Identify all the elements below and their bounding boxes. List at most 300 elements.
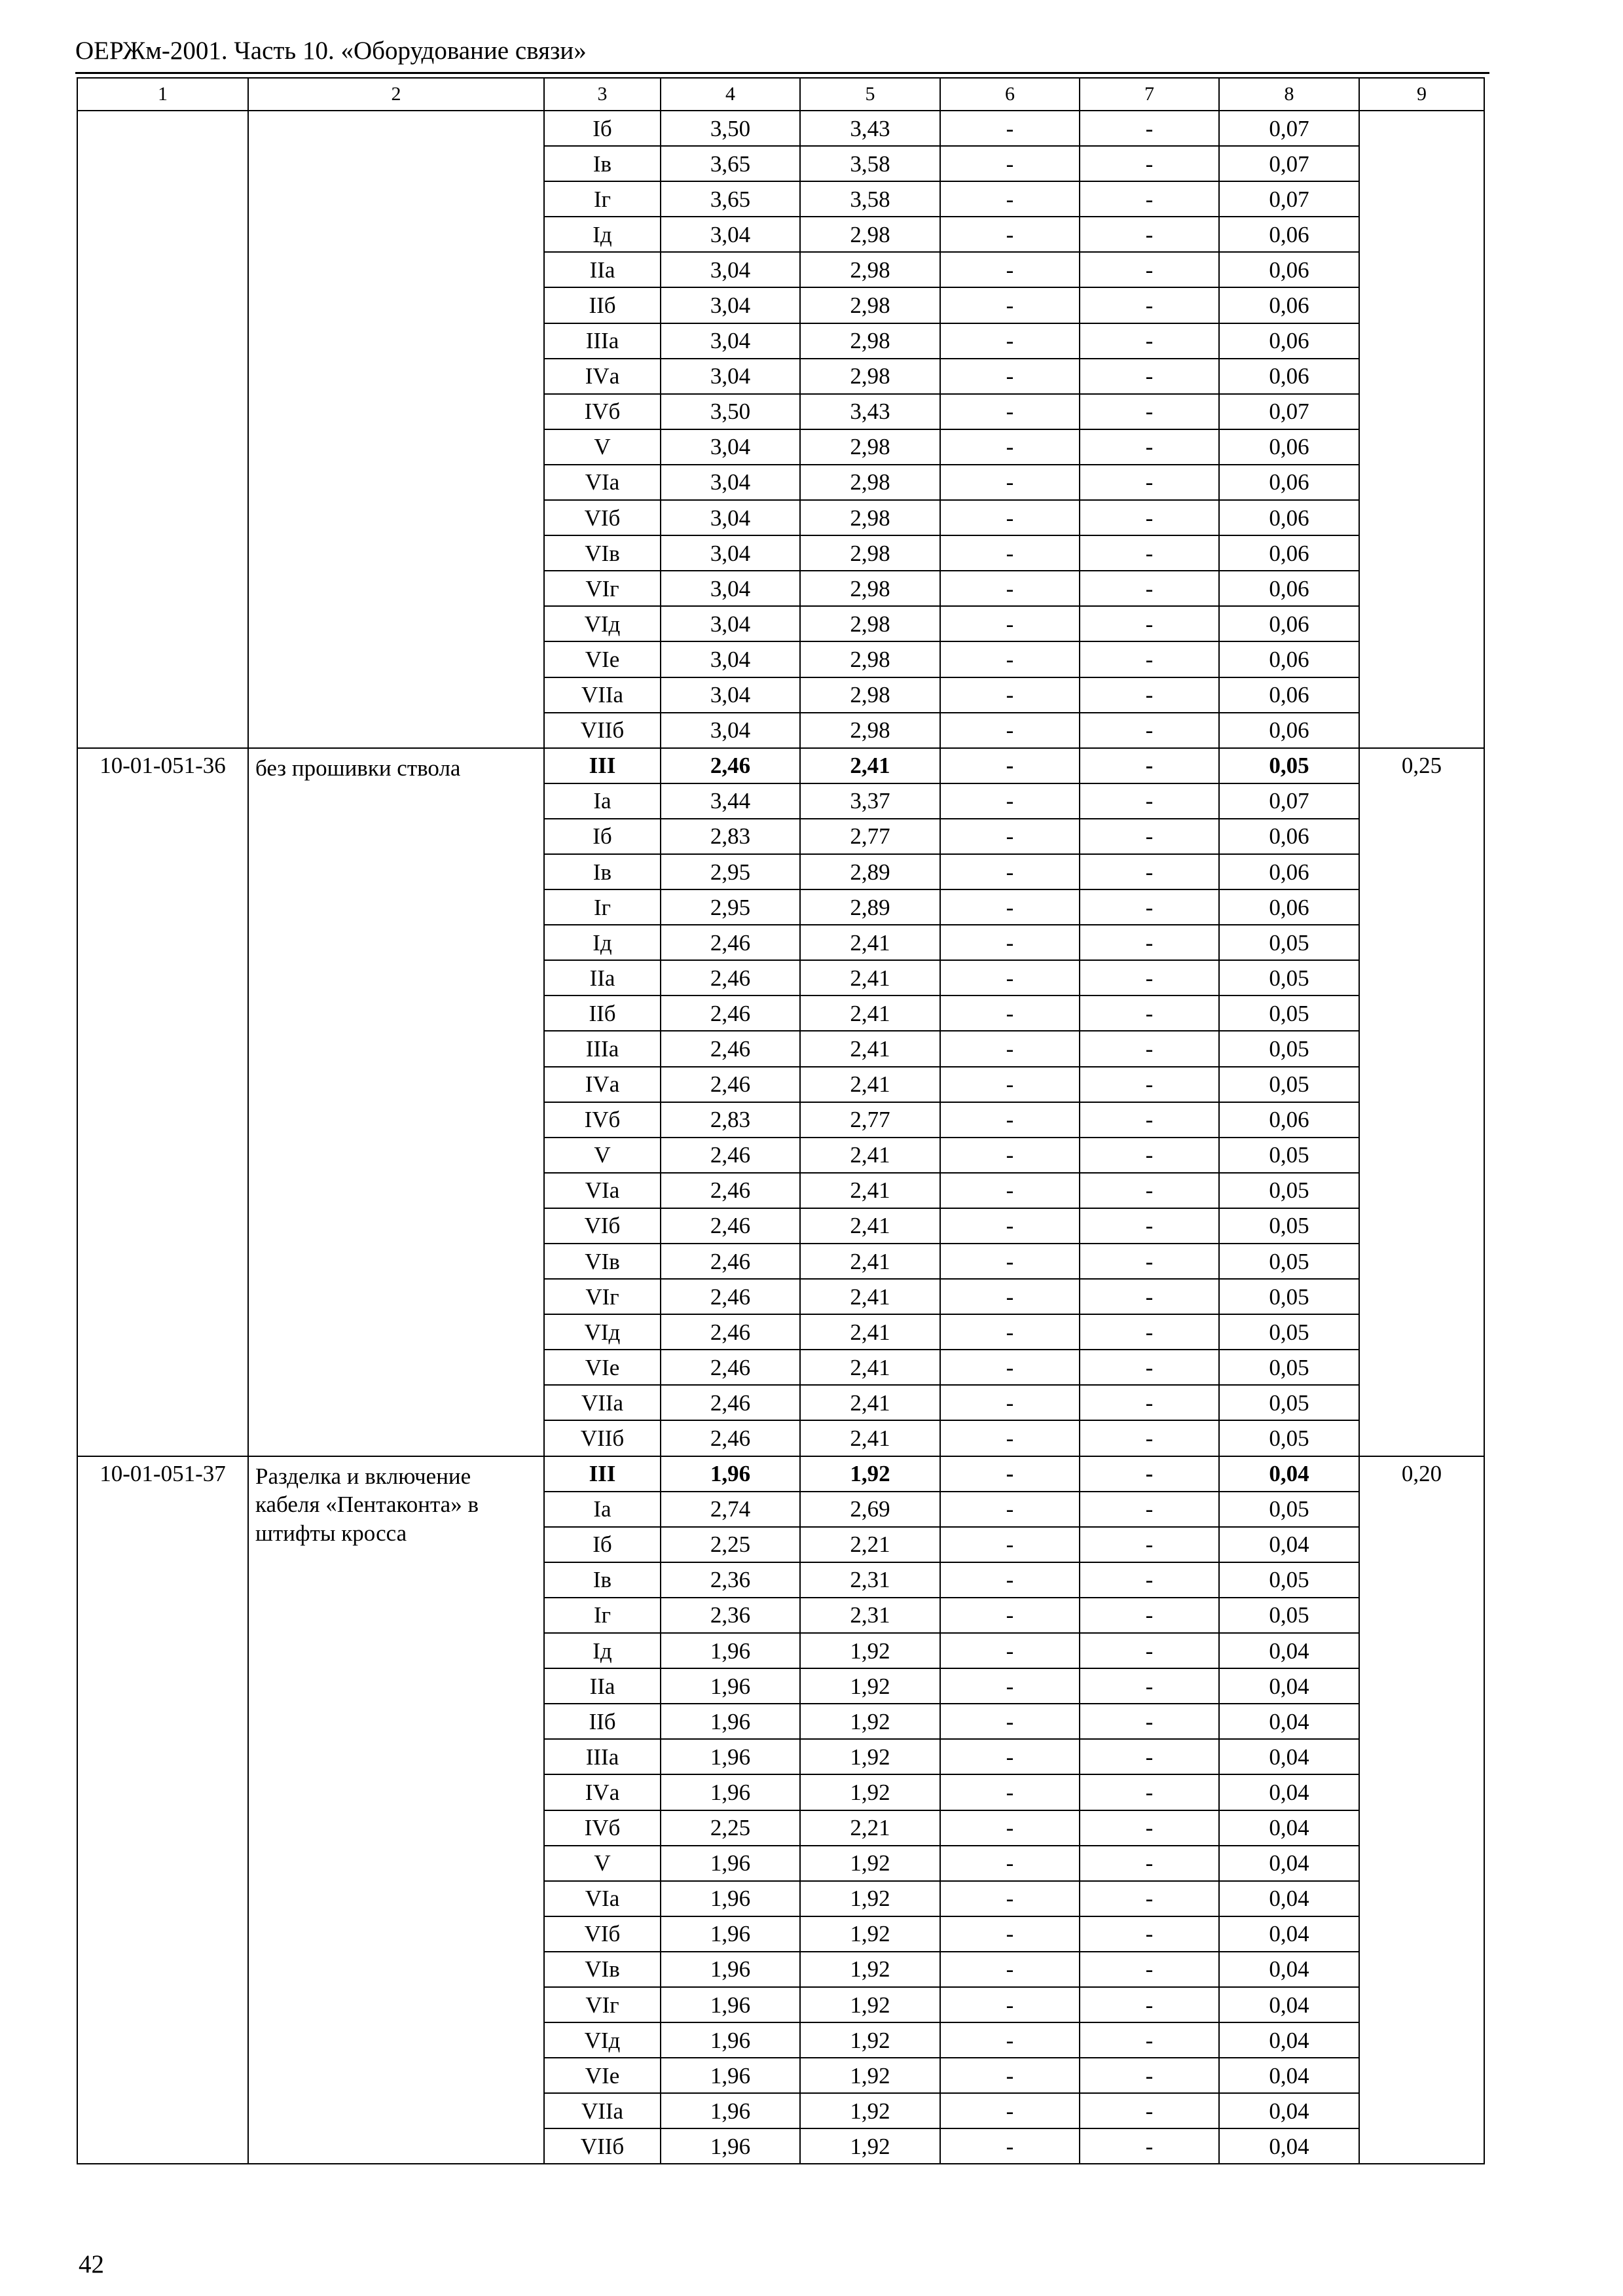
col7-value: - [1080,535,1219,571]
col5-value: 1,92 [800,2128,940,2164]
col6-value: - [940,1031,1080,1066]
col4-value: 2,46 [661,1420,800,1456]
col4-value: 1,96 [661,1846,800,1881]
col8-value: 0,07 [1219,146,1359,181]
col6-value: - [940,1350,1080,1385]
col6-value: - [940,1138,1080,1173]
col4-value: 2,46 [661,1208,800,1244]
col8-value: 0,05 [1219,1173,1359,1208]
col5-value: 2,41 [800,1067,940,1102]
description-cell [248,111,544,748]
col4-value: 3,65 [661,181,800,217]
col7-value: - [1080,783,1219,819]
col5-value: 1,92 [800,1739,940,1774]
col6-value: - [940,465,1080,500]
col6-value: - [940,677,1080,713]
col6-value: - [940,571,1080,606]
col7-value: - [1080,1138,1219,1173]
zone-cell: Iб [544,111,661,146]
col5-value: 3,58 [800,181,940,217]
col4-value: 3,04 [661,287,800,323]
col4-value: 2,83 [661,819,800,854]
col8-value: 0,05 [1219,1138,1359,1173]
col6-value: - [940,960,1080,996]
description-cell: без прошивки ствола [248,748,544,1456]
col6-value: - [940,1314,1080,1350]
col4-value: 2,25 [661,1810,800,1846]
header-rule [75,72,1489,74]
col7-value: - [1080,641,1219,677]
col4-value: 3,50 [661,111,800,146]
page-number: 42 [79,2250,104,2278]
col8-value: 0,04 [1219,1774,1359,1810]
col4-value: 1,96 [661,2093,800,2128]
col5-value: 2,98 [800,500,940,535]
col5-value: 1,92 [800,1668,940,1704]
col8-value: 0,05 [1219,1067,1359,1102]
zone-cell: VIIб [544,2128,661,2164]
col5-value: 1,92 [800,2058,940,2093]
col8-value: 0,06 [1219,217,1359,252]
col5-value: 2,98 [800,465,940,500]
col7-value: - [1080,287,1219,323]
zone-cell: IVб [544,1102,661,1138]
col6-value: - [940,1102,1080,1138]
zone-cell: VIб [544,1208,661,1244]
col6-value: - [940,1279,1080,1314]
col5-value: 2,77 [800,1102,940,1138]
col6-value: - [940,535,1080,571]
col7-value: - [1080,1314,1219,1350]
col4-value: 1,96 [661,1774,800,1810]
col6-value: - [940,217,1080,252]
col5-value: 3,58 [800,146,940,181]
col4-value: 2,25 [661,1527,800,1562]
col7-value: - [1080,1350,1219,1385]
code-cell: 10-01-051-37 [77,1456,248,2164]
col4-value: 1,96 [661,1668,800,1704]
col7-value: - [1080,146,1219,181]
col8-value: 0,05 [1219,1562,1359,1598]
zone-cell: IVа [544,1774,661,1810]
col7-value: - [1080,1739,1219,1774]
col7-value: - [1080,2093,1219,2128]
col4-value: 3,50 [661,394,800,429]
zone-cell: VIIа [544,677,661,713]
col8-value: 0,06 [1219,535,1359,571]
zone-cell: VIд [544,1314,661,1350]
col6-value: - [940,323,1080,359]
col7-value: - [1080,1987,1219,2022]
col4-value: 1,96 [661,2128,800,2164]
col8-value: 0,06 [1219,1102,1359,1138]
col7-value: - [1080,1668,1219,1704]
col5-value: 1,92 [800,1881,940,1916]
col4-value: 2,95 [661,889,800,925]
col5-value: 2,98 [800,713,940,748]
zone-cell: VIIб [544,713,661,748]
col8-value: 0,05 [1219,1279,1359,1314]
col6-value: - [940,2128,1080,2164]
col7-value: - [1080,1420,1219,1456]
col4-value: 3,04 [661,571,800,606]
column-number-6: 6 [940,78,1080,111]
col6-value: - [940,1774,1080,1810]
col8-value: 0,06 [1219,819,1359,854]
zone-cell: IIа [544,1668,661,1704]
zone-cell: VIIа [544,1385,661,1420]
col5-value: 2,41 [800,1350,940,1385]
col8-value: 0,06 [1219,287,1359,323]
col8-value: 0,06 [1219,677,1359,713]
col4-value: 2,46 [661,996,800,1031]
col8-value: 0,07 [1219,783,1359,819]
col8-value: 0,04 [1219,2022,1359,2058]
zone-cell: III [544,1456,661,1492]
col4-value: 2,46 [661,1314,800,1350]
zone-cell: VIIа [544,2093,661,2128]
col4-value: 3,04 [661,677,800,713]
col8-value: 0,05 [1219,925,1359,960]
col5-value: 2,41 [800,1208,940,1244]
page-header-title: ОЕРЖм-2001. Часть 10. «Оборудование связи» [75,37,587,65]
col6-value: - [940,748,1080,783]
col5-value: 1,92 [800,1633,940,1668]
zone-cell: V [544,1846,661,1881]
col7-value: - [1080,181,1219,217]
column-number-9: 9 [1359,78,1484,111]
col6-value: - [940,500,1080,535]
col5-value: 2,98 [800,323,940,359]
column-number-3: 3 [544,78,661,111]
col7-value: - [1080,713,1219,748]
col6-value: - [940,641,1080,677]
col5-value: 2,98 [800,287,940,323]
col6-value: - [940,1668,1080,1704]
zone-cell: IVб [544,394,661,429]
col5-value: 2,21 [800,1810,940,1846]
zone-cell: VIв [544,535,661,571]
col4-value: 1,96 [661,1456,800,1492]
zone-cell: VIIб [544,1420,661,1456]
zone-cell: VIе [544,1350,661,1385]
col7-value: - [1080,1385,1219,1420]
col8-value: 0,05 [1219,1420,1359,1456]
zone-cell: Iб [544,819,661,854]
col5-value: 2,41 [800,1420,940,1456]
column-number-4: 4 [661,78,800,111]
col7-value: - [1080,1704,1219,1739]
col7-value: - [1080,1102,1219,1138]
col7-value: - [1080,111,1219,146]
col4-value: 3,04 [661,217,800,252]
table-row [77,111,1484,146]
col4-value: 2,46 [661,1350,800,1385]
col5-value: 2,98 [800,429,940,465]
zone-cell: VIб [544,1916,661,1952]
col4-value: 2,83 [661,1102,800,1138]
col8-value: 0,04 [1219,1704,1359,1739]
col7-value: - [1080,500,1219,535]
col4-value: 3,04 [661,641,800,677]
col5-value: 1,92 [800,1987,940,2022]
zone-cell: IIIа [544,1739,661,1774]
col6-value: - [940,996,1080,1031]
col5-value: 2,41 [800,748,940,783]
col6-value: - [940,1810,1080,1846]
col5-value: 2,41 [800,996,940,1031]
col6-value: - [940,1244,1080,1279]
col7-value: - [1080,359,1219,394]
col8-value: 0,05 [1219,1492,1359,1527]
col7-value: - [1080,1279,1219,1314]
col8-value: 0,05 [1219,1385,1359,1420]
code-cell [77,111,248,748]
col6-value: - [940,1208,1080,1244]
col8-value: 0,04 [1219,1739,1359,1774]
col6-value: - [940,713,1080,748]
col7-value: - [1080,819,1219,854]
zone-cell: VIб [544,500,661,535]
col8-value: 0,04 [1219,1881,1359,1916]
col6-value: - [940,1067,1080,1102]
col4-value: 3,04 [661,606,800,641]
col7-value: - [1080,677,1219,713]
col8-value: 0,06 [1219,641,1359,677]
col8-value: 0,06 [1219,252,1359,287]
col5-value: 2,98 [800,359,940,394]
col6-value: - [940,287,1080,323]
col6-value: - [940,1456,1080,1492]
table-row [77,1456,1484,1492]
zone-cell: IIIа [544,1031,661,1066]
col8-value: 0,04 [1219,1633,1359,1668]
zone-cell: Iг [544,181,661,217]
col7-value: - [1080,1031,1219,1066]
zone-cell: IVа [544,359,661,394]
col5-value: 2,98 [800,252,940,287]
col4-value: 1,96 [661,2022,800,2058]
col6-value: - [940,1739,1080,1774]
col5-value: 2,41 [800,1279,940,1314]
col7-value: - [1080,1492,1219,1527]
col7-value: - [1080,925,1219,960]
zone-cell: Iд [544,217,661,252]
col6-value: - [940,1492,1080,1527]
col8-value: 0,04 [1219,2128,1359,2164]
col8-value: 0,07 [1219,181,1359,217]
norm-cell [1359,111,1484,748]
col5-value: 2,41 [800,1138,940,1173]
zone-cell: VIа [544,1881,661,1916]
col7-value: - [1080,2058,1219,2093]
col4-value: 3,04 [661,713,800,748]
col5-value: 2,41 [800,1173,940,1208]
zone-cell: VIе [544,641,661,677]
col4-value: 2,36 [661,1598,800,1633]
col4-value: 2,36 [661,1562,800,1598]
col6-value: - [940,606,1080,641]
col7-value: - [1080,1846,1219,1881]
col7-value: - [1080,2022,1219,2058]
col7-value: - [1080,854,1219,889]
col6-value: - [940,1704,1080,1739]
col7-value: - [1080,1916,1219,1952]
col7-value: - [1080,1810,1219,1846]
zone-cell: IIа [544,960,661,996]
col7-value: - [1080,2128,1219,2164]
col6-value: - [940,1527,1080,1562]
col7-value: - [1080,1881,1219,1916]
code-cell: 10-01-051-36 [77,748,248,1456]
col4-value: 1,96 [661,1739,800,1774]
col7-value: - [1080,996,1219,1031]
col5-value: 2,41 [800,960,940,996]
col4-value: 2,46 [661,1244,800,1279]
col6-value: - [940,359,1080,394]
col7-value: - [1080,571,1219,606]
col6-value: - [940,1846,1080,1881]
col6-value: - [940,429,1080,465]
col4-value: 2,46 [661,1138,800,1173]
col5-value: 1,92 [800,1846,940,1881]
zone-cell: Iа [544,1492,661,1527]
col4-value: 3,04 [661,535,800,571]
col5-value: 2,31 [800,1598,940,1633]
col6-value: - [940,1952,1080,1987]
col6-value: - [940,2058,1080,2093]
col4-value: 2,46 [661,925,800,960]
col6-value: - [940,2022,1080,2058]
col8-value: 0,04 [1219,1846,1359,1881]
col8-value: 0,04 [1219,1952,1359,1987]
col5-value: 2,98 [800,535,940,571]
zone-cell: VIа [544,1173,661,1208]
col8-value: 0,06 [1219,606,1359,641]
zone-cell: Iв [544,146,661,181]
col5-value: 2,98 [800,571,940,606]
zone-cell: VIг [544,571,661,606]
col7-value: - [1080,1952,1219,1987]
col6-value: - [940,111,1080,146]
col4-value: 2,95 [661,854,800,889]
zone-cell: Iа [544,783,661,819]
col8-value: 0,06 [1219,465,1359,500]
col6-value: - [940,889,1080,925]
zone-cell: Iг [544,889,661,925]
col7-value: - [1080,606,1219,641]
col8-value: 0,04 [1219,2093,1359,2128]
zone-cell: IVа [544,1067,661,1102]
col8-value: 0,06 [1219,854,1359,889]
col8-value: 0,04 [1219,2058,1359,2093]
col6-value: - [940,1881,1080,1916]
col4-value: 3,04 [661,500,800,535]
col5-value: 1,92 [800,2093,940,2128]
column-number-8: 8 [1219,78,1359,111]
zone-cell: IIб [544,287,661,323]
zone-cell: VIе [544,2058,661,2093]
col7-value: - [1080,429,1219,465]
col6-value: - [940,1598,1080,1633]
col6-value: - [940,783,1080,819]
col4-value: 1,96 [661,1952,800,1987]
col5-value: 3,37 [800,783,940,819]
col8-value: 0,04 [1219,1527,1359,1562]
col4-value: 1,96 [661,1987,800,2022]
col4-value: 3,65 [661,146,800,181]
col6-value: - [940,854,1080,889]
col5-value: 2,41 [800,1031,940,1066]
col4-value: 1,96 [661,1633,800,1668]
col8-value: 0,06 [1219,323,1359,359]
column-number-1: 1 [77,78,248,111]
column-number-2: 2 [248,78,544,111]
col4-value: 1,96 [661,2058,800,2093]
col7-value: - [1080,217,1219,252]
col4-value: 2,46 [661,1031,800,1066]
col6-value: - [940,1173,1080,1208]
col8-value: 0,05 [1219,1244,1359,1279]
col8-value: 0,06 [1219,571,1359,606]
col8-value: 0,05 [1219,960,1359,996]
description-cell: Разделка и включение кабеля «Пентаконта» в штифты кросса [248,1456,544,2164]
col8-value: 0,05 [1219,1031,1359,1066]
col5-value: 1,92 [800,1916,940,1952]
col4-value: 2,46 [661,1173,800,1208]
table-row [77,748,1484,783]
col5-value: 2,41 [800,1314,940,1350]
col8-value: 0,05 [1219,1598,1359,1633]
col5-value: 1,92 [800,1456,940,1492]
col5-value: 3,43 [800,394,940,429]
col5-value: 2,98 [800,641,940,677]
zone-cell: IIб [544,996,661,1031]
zone-cell: Iв [544,854,661,889]
col7-value: - [1080,1456,1219,1492]
col8-value: 0,04 [1219,1916,1359,1952]
col5-value: 2,41 [800,1244,940,1279]
zone-cell: VIд [544,606,661,641]
col7-value: - [1080,1173,1219,1208]
zone-cell: Iб [544,1527,661,1562]
col5-value: 2,98 [800,677,940,713]
col4-value: 2,46 [661,1385,800,1420]
col5-value: 2,77 [800,819,940,854]
col4-value: 3,04 [661,323,800,359]
zone-cell: IIб [544,1704,661,1739]
col4-value: 2,46 [661,1279,800,1314]
col8-value: 0,04 [1219,1810,1359,1846]
zone-cell: IIа [544,252,661,287]
col5-value: 2,41 [800,925,940,960]
col4-value: 2,46 [661,1067,800,1102]
col7-value: - [1080,1562,1219,1598]
col7-value: - [1080,1067,1219,1102]
col5-value: 1,92 [800,1774,940,1810]
col7-value: - [1080,1527,1219,1562]
col5-value: 2,21 [800,1527,940,1562]
col4-value: 3,04 [661,465,800,500]
zone-cell: V [544,429,661,465]
col5-value: 2,89 [800,889,940,925]
col8-value: 0,06 [1219,713,1359,748]
zone-cell: Iг [544,1598,661,1633]
col7-value: - [1080,748,1219,783]
col7-value: - [1080,252,1219,287]
zone-cell: III [544,748,661,783]
norm-cell: 0,25 [1359,748,1484,1456]
